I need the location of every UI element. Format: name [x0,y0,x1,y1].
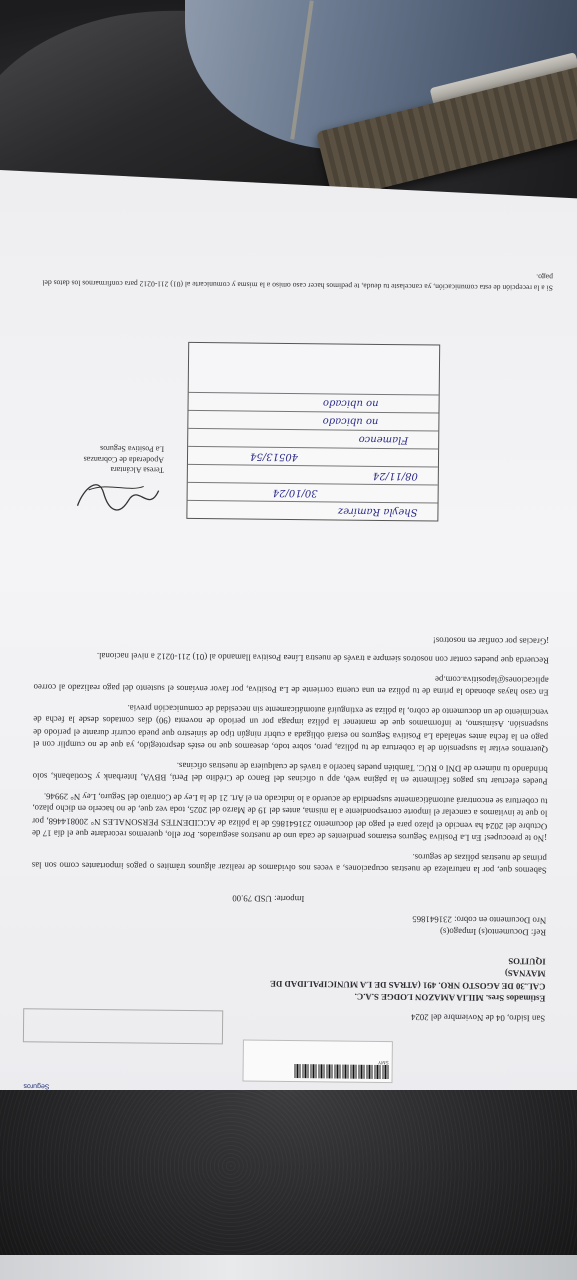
addressee-line: IQUITOS [508,955,546,967]
barcode-label: SMY [377,1058,389,1066]
addressee-line: CAL.30 DE AGOSTO NRO. 491 (ATRAS DE LA MUNICIPALIDAD DE MAYNAS) [270,968,546,992]
barcode [293,1064,389,1079]
handwriting: Flamenco [358,433,409,446]
paragraph: En caso hayas abonado la prima de tu póliza en una cuenta corriente de La Positiva, por favor envíanos el sustento del pago realizado al correo aplicaciones@lapositiva.com.pe [33,674,549,698]
paragraph: Recuerda que puedes contar con nosotros siempre a través de nuestra Línea Positiva llamando al (01) 211-0212 a nivel nacional. [96,651,549,666]
handwriting: 40513/54 [250,450,299,463]
ref-title: Ref: Documento(s) Impago(s) [439,926,547,938]
handwriting: 30/10/24 [272,486,318,499]
paragraph: Puedes efectuar tus pagos fácilmente en la página web, app u oficinas del Banco de Crédito del Perú, BBVA, Interbank y Scotiabank, solo brindando tu número de DNI o RUC. También puedes hacerlo a través de cualquiera de nuestras oficinas. [32,760,548,787]
paragraph: ¡No te preocupes! En La Positiva Seguros estamos pendientes de cada uno de nuestros asegurados. Por ello, queremos recordarte que el día 17 de Octubre del 2024 ha vencido el plazo para el pago del documento 231641865 de la póliza de ACCIDENTES PERSONALES N° 200814468, por lo que te invitamos a cancelar el importe correspondiente a la misma, antes del 19 de Marzo del 2025, toda vez que, de no hacerlo en dicho plazo, tu cobertura se encontrará automáticamente suspendida de acuerdo a lo indicado en el Art. 21 de la Ley de Contrato del Seguro, Ley N° 29946. [32,791,548,844]
paragraph: Queremos evitar la suspensión de la cobertura de tu póliza, pero, sobre todo, deseamos que no estés desprotegido, ya que de no cumplir con el pago en la fecha antes señalada La Positiva Seguros no estará obligada a cubrir ningún tipo de siniestro que pueda ocurrir durante el período de suspensión. Asimismo, te informamos que de mantener la póliza impaga por un periodo de noventa (90) días contados desde la fecha de vencimiento de un documento de cobro, la póliza se extinguirá automáticamente sin necesidad de comunicación previa. [32,702,549,755]
ref-document: Nro Documento en cobro: 231641865 [412,913,547,926]
form-row [188,464,438,485]
form-row [188,482,438,503]
signer-title: Apoderada de Cobranzas [83,454,165,465]
form-row [188,446,438,467]
handwriting: Sheyla Ramírez [337,505,418,518]
form-row [187,500,437,521]
addressee-block [245,952,546,1005]
brand-tagline: Seguros [23,1081,50,1090]
signer-company: La Positiva Seguros [100,444,165,454]
footer-note: Si a la recepción de esta comunicación, ya cancelaste tu deuda, te pedimos hacer caso omiso a la misma y comunicarte al (01) 211-0212 para confirmarnos los datos del pago. [42,272,553,293]
signature-scribble [73,478,163,519]
paragraph: Sabemos que, por la naturaleza de nuestras ocupaciones, a veces nos olvidamos de realizar algunos trámites o pagos importantes como son las primas de nuestras pólizas de seguros. [31,851,547,876]
signature-area [23,442,164,519]
form-row [189,392,439,413]
delivery-stamp-form [186,342,440,522]
barcode-box [242,1040,392,1084]
addressee-line: Estimados Sres. MILIA AMAZON LODGE S.A.C. [354,991,546,1004]
handwriting: no ubicado [322,415,379,427]
signer-name: Teresa Alcántara [110,465,164,475]
reference-block [246,911,546,939]
amount: Importe: USD 79.00 [232,893,305,905]
form-row [188,428,438,449]
car-seat-lower [0,1090,577,1280]
form-row [188,410,438,431]
handwriting: no ubicado [322,397,379,409]
letter-date: San Isidro, 04 de Noviembre del 2024 [410,1012,546,1024]
handwriting: 08/11/24 [372,469,418,482]
printed-letter [17,177,562,1123]
paragraph: ¡Gracias por confiar en nosotros! [432,635,550,647]
postal-stamp-box [23,1008,223,1044]
letter-body [32,623,550,877]
floor-strip [0,1255,577,1280]
